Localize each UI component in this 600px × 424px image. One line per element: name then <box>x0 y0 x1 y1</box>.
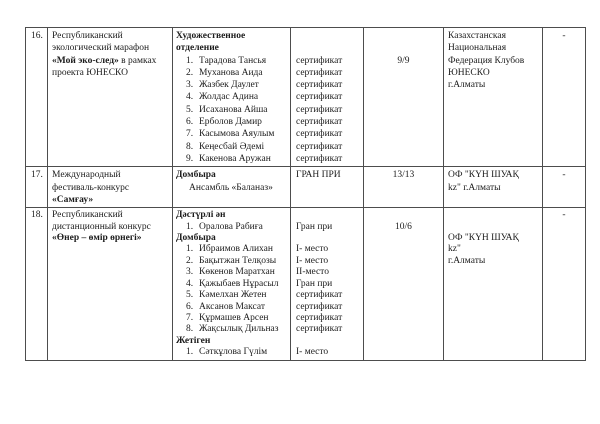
award-line: I- место <box>296 347 329 358</box>
organization-text-line: ОФ "КҮН ШУАҚ <box>448 170 519 181</box>
count-value: 13/13 <box>392 170 415 181</box>
participant-name: Исаханова Айша <box>199 104 268 115</box>
participant-name: Жақсылық Дильназ <box>199 324 279 335</box>
participant-list-item <box>176 116 287 128</box>
event-text-line <box>52 30 169 42</box>
organization-text-line: г.Алматы <box>448 80 486 91</box>
award-line: сертификат <box>296 290 343 301</box>
organization-cell <box>444 208 543 360</box>
award-blank-line <box>296 42 360 54</box>
participant-list-item <box>176 67 287 79</box>
participant-name: Какенова Аружан <box>199 153 271 164</box>
award-line: сертификат <box>296 92 343 103</box>
award-blank-line <box>296 233 360 244</box>
award-line: II-место <box>296 267 329 278</box>
note-cell <box>543 167 586 208</box>
note-cell <box>543 28 586 167</box>
award-blank-line <box>296 30 360 42</box>
participant-group-name: Ансамбль «Баланаз» <box>189 182 273 193</box>
list-item-number: 6. <box>186 117 194 128</box>
participant-name: Жазбек Даулет <box>199 80 259 91</box>
organization-text-line: ЮНЕСКО <box>448 67 490 78</box>
participant-name: Құрмашев Арсен <box>199 312 269 323</box>
list-item-number: 9. <box>186 153 194 164</box>
count-cell <box>364 208 444 360</box>
organization-cell <box>444 28 543 167</box>
list-item-number: 8. <box>186 324 194 335</box>
award-cell <box>291 208 364 360</box>
event-text-line <box>52 169 169 181</box>
participant-list-item <box>176 302 287 313</box>
table-row <box>26 208 586 360</box>
participant-list-item <box>176 91 287 103</box>
participant-name: Муханова Аида <box>199 67 263 78</box>
count-value: 9/9 <box>397 55 410 66</box>
participant-name: Бақытжан Телқозы <box>199 255 277 266</box>
participant-list-item <box>176 244 287 255</box>
event-text-line <box>52 222 169 233</box>
award-blank-line <box>296 210 360 221</box>
award-line: Гран при <box>296 221 333 232</box>
note-dash: - <box>562 210 566 221</box>
event-segment: экологический марафон <box>52 43 150 54</box>
participant-list-item <box>176 222 287 233</box>
participant-list-item <box>176 290 287 301</box>
list-item-number: 5. <box>186 104 194 115</box>
row-number-cell <box>26 28 48 167</box>
count-blank-line <box>365 210 442 221</box>
participant-name: Көкенов Маратхан <box>199 267 275 278</box>
event-segment: дистанционный конкурс <box>52 221 151 232</box>
award-line: сертификат <box>296 312 343 323</box>
organization-text-line: ОФ "КҮН ШУАҚ <box>448 233 519 244</box>
participant-name: Кеңесбай Әдемі <box>199 141 265 152</box>
participant-list-item <box>176 55 287 67</box>
organization-text-line: Федерация Клубов <box>448 55 525 66</box>
participants-section-header: Художественное <box>176 31 246 41</box>
note-dash: - <box>562 170 566 181</box>
row-number: 16. <box>31 31 43 41</box>
event-segment: в рамках <box>118 55 157 66</box>
participant-name: Ибраимов Алихан <box>199 244 273 255</box>
participants-section-header: Домбыра <box>176 233 216 244</box>
participant-list-item <box>176 313 287 324</box>
event-text-line <box>52 233 169 244</box>
event-text-line <box>52 182 169 194</box>
participants-cell <box>173 28 291 167</box>
participant-list-item <box>176 267 287 278</box>
event-text-line <box>52 210 169 221</box>
participants-cell <box>173 208 291 360</box>
participant-list-item <box>176 79 287 91</box>
organization-blank-line <box>448 222 539 233</box>
event-text-line <box>52 42 169 54</box>
organization-text-line: Национальная <box>448 43 507 54</box>
list-item-number: 1. <box>186 221 194 232</box>
event-text-line <box>52 194 169 206</box>
note-dash: - <box>562 31 566 41</box>
list-item-number: 7. <box>186 129 194 140</box>
participant-name: Сәткұлова Гүлім <box>199 347 268 358</box>
award-line: сертификат <box>296 153 343 164</box>
participant-list-item <box>176 256 287 267</box>
list-item-number: 2. <box>186 255 194 266</box>
participants-cell <box>173 167 291 208</box>
participant-list-item <box>176 324 287 335</box>
results-table-body <box>26 28 586 361</box>
count-blank-line <box>365 42 442 54</box>
list-item-number: 5. <box>186 290 194 301</box>
event-bold-segment: «Өнер – өмір өрнегі» <box>52 233 142 244</box>
event-segment: фестиваль-конкурс <box>52 182 130 193</box>
row-number: 17. <box>31 170 43 181</box>
list-item-number: 1. <box>186 55 194 66</box>
award-cell <box>291 28 364 167</box>
organization-text-line: kz" г.Алматы <box>448 182 501 193</box>
results-table <box>25 27 586 361</box>
list-item-number: 1. <box>186 347 194 358</box>
participant-list-item <box>176 104 287 116</box>
organization-text-line: kz" <box>448 244 461 255</box>
award-line: сертификат <box>296 129 343 140</box>
event-segment: Республиканский <box>52 210 123 221</box>
event-cell <box>48 167 173 208</box>
list-item-number: 1. <box>186 244 194 255</box>
participants-section-header: Жетіген <box>176 335 211 346</box>
participant-name: Тарадова Тансья <box>199 55 267 66</box>
event-text-line <box>52 67 169 79</box>
organization-blank-line <box>448 210 539 221</box>
count-value: 10/6 <box>395 221 412 232</box>
event-segment: Республиканский <box>52 31 123 41</box>
award-line: сертификат <box>296 80 343 91</box>
award-line: сертификат <box>296 104 343 115</box>
list-item-number: 8. <box>186 141 194 152</box>
participants-section-header: отделение <box>176 43 219 54</box>
award-line: I- место <box>296 244 329 255</box>
list-item-number: 3. <box>186 80 194 91</box>
award-line: сертификат <box>296 117 343 128</box>
participants-section-header: Дәстүрлі ән <box>176 210 226 221</box>
event-bold-segment: «Мой эко-след» <box>52 55 119 66</box>
count-cell <box>364 167 444 208</box>
participant-name: Ерболов Дамир <box>199 117 262 128</box>
event-segment: проекта ЮНЕСКО <box>52 67 128 78</box>
list-item-number: 7. <box>186 312 194 323</box>
count-blank-line <box>365 30 442 42</box>
participant-list-item <box>176 153 287 165</box>
row-number-cell <box>26 208 48 360</box>
participant-list-item <box>176 128 287 140</box>
award-line: сертификат <box>296 324 343 335</box>
table-row <box>26 28 586 167</box>
award-cell <box>291 167 364 208</box>
table-row <box>26 167 586 208</box>
award-line: ГРАН ПРИ <box>296 170 341 181</box>
event-cell <box>48 208 173 360</box>
participant-name: Қажыбаев Нұрасыл <box>199 278 279 289</box>
organization-cell <box>444 167 543 208</box>
participant-name: Жолдас Адина <box>199 92 259 103</box>
list-item-number: 4. <box>186 92 194 103</box>
event-bold-segment: «Самғау» <box>52 194 94 205</box>
participant-name: Аксанов Максат <box>199 301 265 312</box>
list-item-number: 4. <box>186 278 194 289</box>
award-line: сертификат <box>296 301 343 312</box>
award-line: Гран при <box>296 278 333 289</box>
organization-text-line: Казахстанская <box>448 31 506 41</box>
list-item-number: 3. <box>186 267 194 278</box>
award-blank-line <box>296 336 360 347</box>
award-line: сертификат <box>296 55 343 66</box>
event-text-line <box>52 55 169 67</box>
participant-list-item <box>176 279 287 290</box>
list-item-number: 6. <box>186 301 194 312</box>
participant-list-item <box>176 141 287 153</box>
participant-list-item <box>176 347 287 358</box>
organization-text-line: г.Алматы <box>448 255 486 266</box>
count-cell <box>364 28 444 167</box>
event-cell <box>48 28 173 167</box>
participant-name: Кәмелхан Жетен <box>199 290 267 301</box>
award-line: I- место <box>296 255 329 266</box>
participants-section-header: Домбыра <box>176 170 216 181</box>
row-number: 18. <box>31 210 43 221</box>
row-number-cell <box>26 167 48 208</box>
note-cell <box>543 208 586 360</box>
award-line: сертификат <box>296 141 343 152</box>
award-line: сертификат <box>296 67 343 78</box>
list-item-number: 2. <box>186 67 194 78</box>
participant-name: Касымова Аяулым <box>199 129 275 140</box>
participant-name: Оралова Рабиға <box>199 221 263 232</box>
event-segment: Международный <box>52 170 121 181</box>
